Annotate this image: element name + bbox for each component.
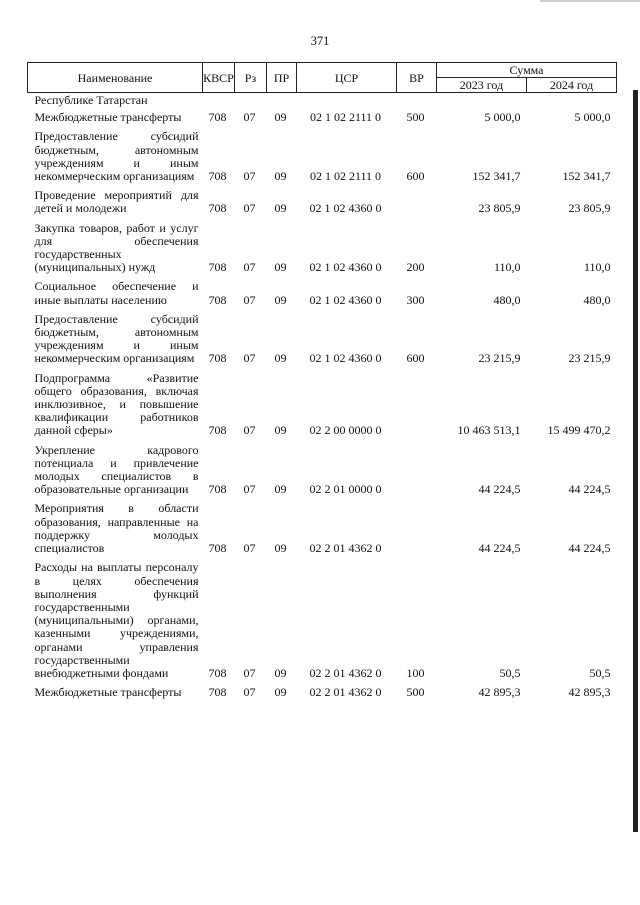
table-row (28, 107, 617, 126)
row-name: Мероприятия в области образования, направленные на поддержку молодых специалистов (34, 501, 199, 556)
row-kvsr: 708 (208, 482, 227, 497)
col-2024-header: 2024 год (527, 78, 617, 93)
row-vr: 600 (406, 169, 425, 184)
row-name: Проведение мероприятий для детей и молодежи (34, 188, 199, 216)
col-name-header: Наименование (28, 63, 203, 93)
row-csr: 02 2 01 4362 0 (309, 685, 382, 700)
row-sum-2023: 480,0 (493, 292, 521, 307)
row-rz: 07 (243, 260, 256, 275)
row-csr: 02 2 00 0000 0 (309, 423, 382, 438)
row-sum-2023: 10 463 513,1 (457, 423, 521, 438)
row-csr: 02 1 02 4360 0 (309, 351, 382, 366)
row-csr: 02 2 01 4362 0 (309, 665, 382, 680)
col-pr-header: ПР (267, 63, 297, 93)
table-header (28, 63, 617, 93)
row-kvsr: 708 (208, 292, 227, 307)
row-rz: 07 (243, 201, 256, 216)
table-body (28, 93, 617, 702)
row-rz: 07 (243, 423, 256, 438)
row-pr: 09 (274, 292, 287, 307)
col-vr-header: ВР (397, 63, 437, 93)
table-row (28, 276, 617, 308)
row-sum-2024: 44 224,5 (568, 541, 611, 556)
row-vr: 200 (406, 260, 425, 275)
table-row (28, 309, 617, 368)
row-vr (397, 440, 437, 499)
row-sum-2024: 23 215,9 (568, 351, 611, 366)
row-csr: 02 1 02 4360 0 (309, 201, 382, 216)
row-csr: 02 1 02 2111 0 (309, 169, 382, 184)
row-kvsr: 708 (208, 541, 227, 556)
col-kvsr-header: КВСР (203, 63, 235, 93)
row-csr: 02 1 02 2111 0 (309, 110, 382, 125)
row-sum-2023: 23 805,9 (478, 201, 521, 216)
row-sum-2023: 152 341,7 (472, 169, 521, 184)
row-name: Предоставление субсидий бюджетным, автономным учреждениям и иным некоммерческим организациям (34, 311, 199, 366)
row-sum-2024: 152 341,7 (562, 169, 611, 184)
scan-edge-mark (540, 0, 640, 2)
row-name: Укрепление кадрового потенциала и привлечение молодых специалистов в образовательные организации (34, 442, 199, 497)
continuation-text: Республике Татарстан (34, 93, 148, 107)
scan-border-bar (633, 90, 638, 832)
row-csr: 02 2 01 4362 0 (309, 541, 382, 556)
col-rz-header: Рз (235, 63, 267, 93)
row-pr: 09 (274, 201, 287, 216)
table-row (28, 557, 617, 682)
table-row (28, 368, 617, 440)
row-vr (397, 498, 437, 557)
row-pr: 09 (274, 541, 287, 556)
row-vr: 300 (406, 292, 425, 307)
row-rz: 07 (243, 665, 256, 680)
row-csr: 02 1 02 4360 0 (309, 260, 382, 275)
row-vr (397, 185, 437, 217)
row-kvsr: 708 (208, 260, 227, 275)
row-sum-2023: 44 224,5 (478, 482, 521, 497)
row-rz: 07 (243, 541, 256, 556)
row-sum-2024: 15 499 470,2 (547, 423, 611, 438)
row-sum-2024: 110,0 (583, 260, 611, 275)
row-sum-2024: 480,0 (583, 292, 611, 307)
row-rz: 07 (243, 110, 256, 125)
row-pr: 09 (274, 260, 287, 275)
row-csr: 02 2 01 0000 0 (309, 482, 382, 497)
row-name: Закупка товаров, работ и услуг для обеспечения государственных (муниципальных) нужд (34, 220, 199, 275)
row-sum-2023: 50,5 (499, 665, 521, 680)
row-sum-2024: 50,5 (589, 665, 611, 680)
row-kvsr: 708 (208, 423, 227, 438)
row-sum-2023: 23 215,9 (478, 351, 521, 366)
row-sum-2023: 44 224,5 (478, 541, 521, 556)
row-name: Социальное обеспечение и иные выплаты населению (34, 279, 199, 307)
page-number: 371 (310, 34, 330, 48)
budget-table (27, 62, 617, 701)
row-kvsr: 708 (208, 685, 227, 700)
row-kvsr: 708 (208, 201, 227, 216)
row-sum-2024: 44 224,5 (568, 482, 611, 497)
row-pr: 09 (274, 110, 287, 125)
table-row (28, 498, 617, 557)
row-name: Подпрограмма «Развитие общего образования, включая инклюзивное, и повышение квалификации работников данной сферы» (34, 370, 199, 438)
row-sum-2024: 5 000,0 (574, 110, 611, 125)
row-pr: 09 (274, 685, 287, 700)
row-pr: 09 (274, 423, 287, 438)
row-pr: 09 (274, 351, 287, 366)
row-name: Межбюджетные трансферты (34, 685, 182, 700)
row-vr (397, 368, 437, 440)
col-csr-header: ЦСР (297, 63, 397, 93)
col-2023-header: 2023 год (437, 78, 527, 93)
row-vr: 500 (406, 685, 425, 700)
row-sum-2024: 42 895,3 (568, 685, 611, 700)
row-sum-2023: 5 000,0 (484, 110, 521, 125)
row-name: Межбюджетные трансферты (34, 110, 182, 125)
row-vr: 100 (406, 665, 425, 680)
row-rz: 07 (243, 482, 256, 497)
table-row (28, 185, 617, 217)
row-rz: 07 (243, 292, 256, 307)
row-rz: 07 (243, 685, 256, 700)
row-sum-2024: 23 805,9 (568, 201, 611, 216)
row-kvsr: 708 (208, 665, 227, 680)
row-rz: 07 (243, 169, 256, 184)
row-vr: 500 (406, 110, 425, 125)
row-csr: 02 1 02 4360 0 (309, 292, 382, 307)
col-sum-header: Сумма (437, 63, 617, 78)
row-kvsr: 708 (208, 351, 227, 366)
row-pr: 09 (274, 665, 287, 680)
table-row (28, 126, 617, 185)
row-name: Расходы на выплаты персоналу в целях обеспечения выполнения функций государственными (муниципальными) органами, казенными учреждениями, органами управления государственными внебюджетными фондами (34, 560, 199, 680)
row-pr: 09 (274, 169, 287, 184)
row-name: Предоставление субсидий бюджетным, автономным учреждениям и иным некоммерческим организациям (34, 129, 199, 184)
row-rz: 07 (243, 351, 256, 366)
row-pr: 09 (274, 482, 287, 497)
table-row (28, 682, 617, 701)
table-row (28, 440, 617, 499)
row-sum-2023: 42 895,3 (478, 685, 521, 700)
row-vr: 600 (406, 351, 425, 366)
row-kvsr: 708 (208, 169, 227, 184)
table-row (28, 218, 617, 277)
row-sum-2023: 110,0 (493, 260, 521, 275)
row-kvsr: 708 (208, 110, 227, 125)
